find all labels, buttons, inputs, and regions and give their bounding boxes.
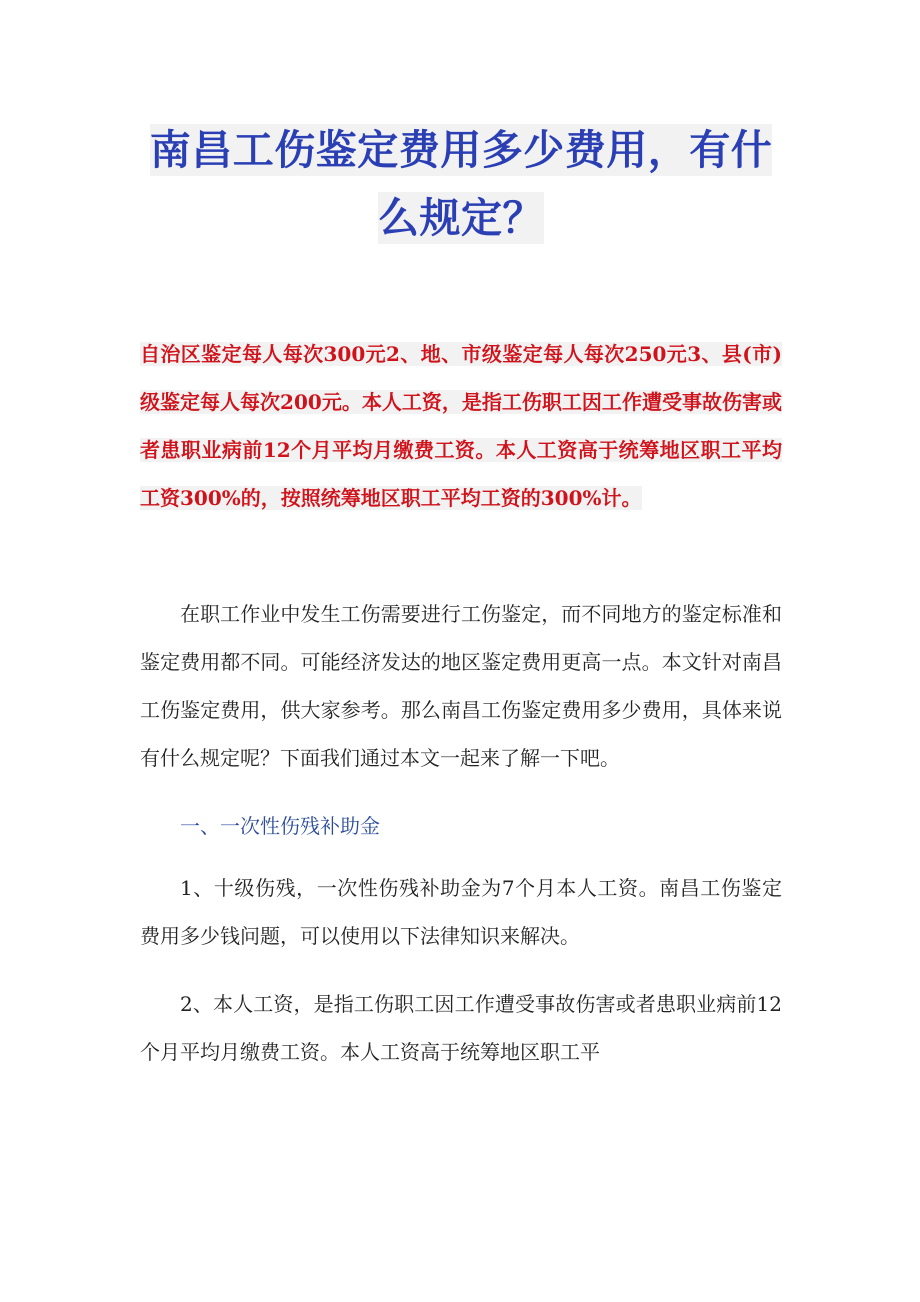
summary-text: 自治区鉴定每人每次300元2、地、市级鉴定每人每次250元3、县(市)级鉴定每人每次200元。本人工资，是指工伤职工因工作遭受事故伤害或者患职业病前12个月平均月缴费工资。本人工资高于统筹地区职工平均工资300%的，按照统筹地区职工平均工资的300%计。 <box>140 342 782 510</box>
intro-paragraph: 在职工作业中发生工伤需要进行工伤鉴定，而不同地方的鉴定标准和鉴定费用都不同。可能经济发达的地区鉴定费用更高一点。本文针对南昌工伤鉴定费用，供大家参考。那么南昌工伤鉴定费用多少费用，具体来说有什么规定呢？下面我们通过本文一起来了解一下吧。 <box>140 602 782 770</box>
list-item: 1、十级伤残，一次性伤残补助金为7个月本人工资。南昌工伤鉴定费用多少钱问题，可以使用以下法律知识来解决。 <box>140 876 782 948</box>
document-title <box>140 116 782 252</box>
list-item: 2、本人工资，是指工伤职工因工作遭受事故伤害或者患职业病前12个月平均月缴费工资。本人工资高于统筹地区职工平 <box>140 992 782 1064</box>
document-page <box>140 116 782 1096</box>
section-heading: 一、一次性伤残补助金 <box>180 814 380 838</box>
summary-paragraph <box>140 330 782 522</box>
document-title-text: 南昌工伤鉴定费用多少费用，有什么规定？ <box>149 126 773 242</box>
